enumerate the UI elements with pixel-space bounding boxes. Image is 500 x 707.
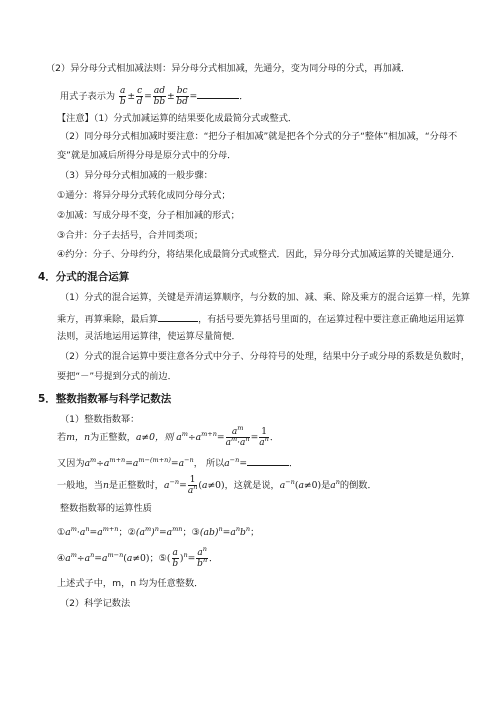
note-1: 【注意】（1）分式加减运算的结果要化成最简分式或整式． <box>57 113 298 124</box>
answer-blank-2 <box>158 312 198 322</box>
rules-heading: 整数指数幂的运算性质 <box>60 503 152 514</box>
rules-line-1: $①a^m\cdot a^n=a^{m+n}$；$②(a^m)^n=a^{mn}$；$③(ab)^n=a^nb^n$； <box>57 525 260 538</box>
conclusion-line: 上述式子中，m，n 均为任意整数． <box>57 578 204 589</box>
section-4-p1-line-2-pre: 乘方，再算乘除，最后算 <box>57 314 159 325</box>
fraction-1-over-an-2: $\frac{1}{a^n}$ <box>187 475 198 496</box>
subsection-2-heading: （2）科学记数法 <box>60 598 131 609</box>
answer-blank <box>197 89 239 99</box>
nonzero-condition: a≠0，则 <box>135 432 174 443</box>
note-2-line-1: （2）同分母分式相加减时要注意：“把分子相加减”就是把各个分式的分子“整体”相加减，“分母不 <box>60 131 458 142</box>
step-2: ②加减：写成分母不变，分子相加减的形式； <box>57 210 240 221</box>
m-n-vars: m，n <box>66 432 91 443</box>
fraction-1-over-an: $\frac{1}{a^n}$ <box>259 427 269 448</box>
section-4-p2-line-2: 要把“－”号提到分式的前边． <box>57 371 177 382</box>
rules-line-2: $④a^m\div a^n=a^{m-n}(a\ne 0)$；⑤( $\frac{a}{b}$ )$^n$= $\frac{a^n}{b^n}$ ． <box>57 545 219 569</box>
section-4-p1-line-2-post: ，有括号要先算括号里面的，在运算过程中要注意正确地运用运算 <box>198 314 465 325</box>
answer-blank-3 <box>247 456 289 466</box>
section-5-heading: 5．整数指数幂与科学记数法 <box>38 393 172 405</box>
plus-minus-sign-2: ± <box>167 91 175 102</box>
plus-minus-sign: ± <box>127 91 136 102</box>
formula-prefix: 用式子表示为 <box>60 91 116 102</box>
exponent-line-3: 一般地，当n是正整数时，$a^{-n}=$ $\frac{1}{a^n}$ (a≠0)，这就是说，$a^{-n}(a\ne 0)$是$a^n$的倒数． <box>57 475 377 496</box>
step-4: ④约分：分子、分母约分，将结果化成最简分式或整式．因此，异分母分式加减运算的关键是通分． <box>57 249 461 260</box>
exponent-line-1: 若m，n为正整数，a≠0，则 $a^m\div a^{m+n}=$ $\frac{a^m}{a^m\cdot a^n}$ = $\frac{1}{a^n}$ ． <box>57 424 280 448</box>
section-4-p1-line-3: 法则，灵活地运用运算律，使运算尽量简便． <box>57 331 241 342</box>
formula-tail: ． <box>239 91 249 102</box>
fraction-c-over-d: $\frac{c}{d}$ <box>136 86 143 107</box>
fraction-an-over-bn: $\frac{a^n}{b^n}$ <box>197 545 208 569</box>
fraction-formula-line <box>60 86 248 108</box>
subsection-1-heading: （1）整数指数幂： <box>60 414 140 425</box>
exponent-line-2: 又因为$a^m\div a^{m+n}=a^{m-(m+n)}=a^{-n}$， 所以$a^{-n}=$ ． <box>57 456 299 469</box>
note-3: （3）异分母分式相加减的一般步骤： <box>60 170 213 181</box>
equals-sign-2: = <box>189 91 198 102</box>
section-4-p2-line-1: （2）分式的混合运算中要注意各分式中分子、分母符号的处理，结果中分子或分母的系数是负数时， <box>60 351 471 362</box>
fraction-ad-over-bb: $\frac{ad}{bb}$ <box>153 86 166 107</box>
step-3: ③合并：分子去括号，合并同类项； <box>57 230 204 241</box>
fraction-a-over-b-2: $\frac{a}{b}$ <box>172 548 179 569</box>
section-4-p1-line-1: （1）分式的混合运算，关键是弄清运算顺序，与分数的加、减、乘、除及乘方的混合运算一样，先算 <box>60 292 471 303</box>
step-1: ①通分：将异分母分式转化成同分母分式； <box>57 190 231 201</box>
section-4-p1-line-2 <box>57 312 465 326</box>
section-4-heading: 4．分式的混合运算 <box>38 271 130 283</box>
fraction-am-over-am-an: $\frac{a^m}{a^m\cdot a^n}$ <box>225 424 250 448</box>
fraction-a-over-b: $\frac{a}{b}$ <box>119 86 126 107</box>
equals-sign: = <box>144 91 152 102</box>
rule-paragraph: （2）异分母分式相加减法则：异分母分式相加减，先通分，变为同分母的分式，再加减． <box>46 63 411 74</box>
note-2-line-2: 变”就是加减后所得分母是原分式中的分母． <box>57 150 237 161</box>
fraction-bc-over-bd: $\frac{bc}{bd}$ <box>176 86 188 107</box>
